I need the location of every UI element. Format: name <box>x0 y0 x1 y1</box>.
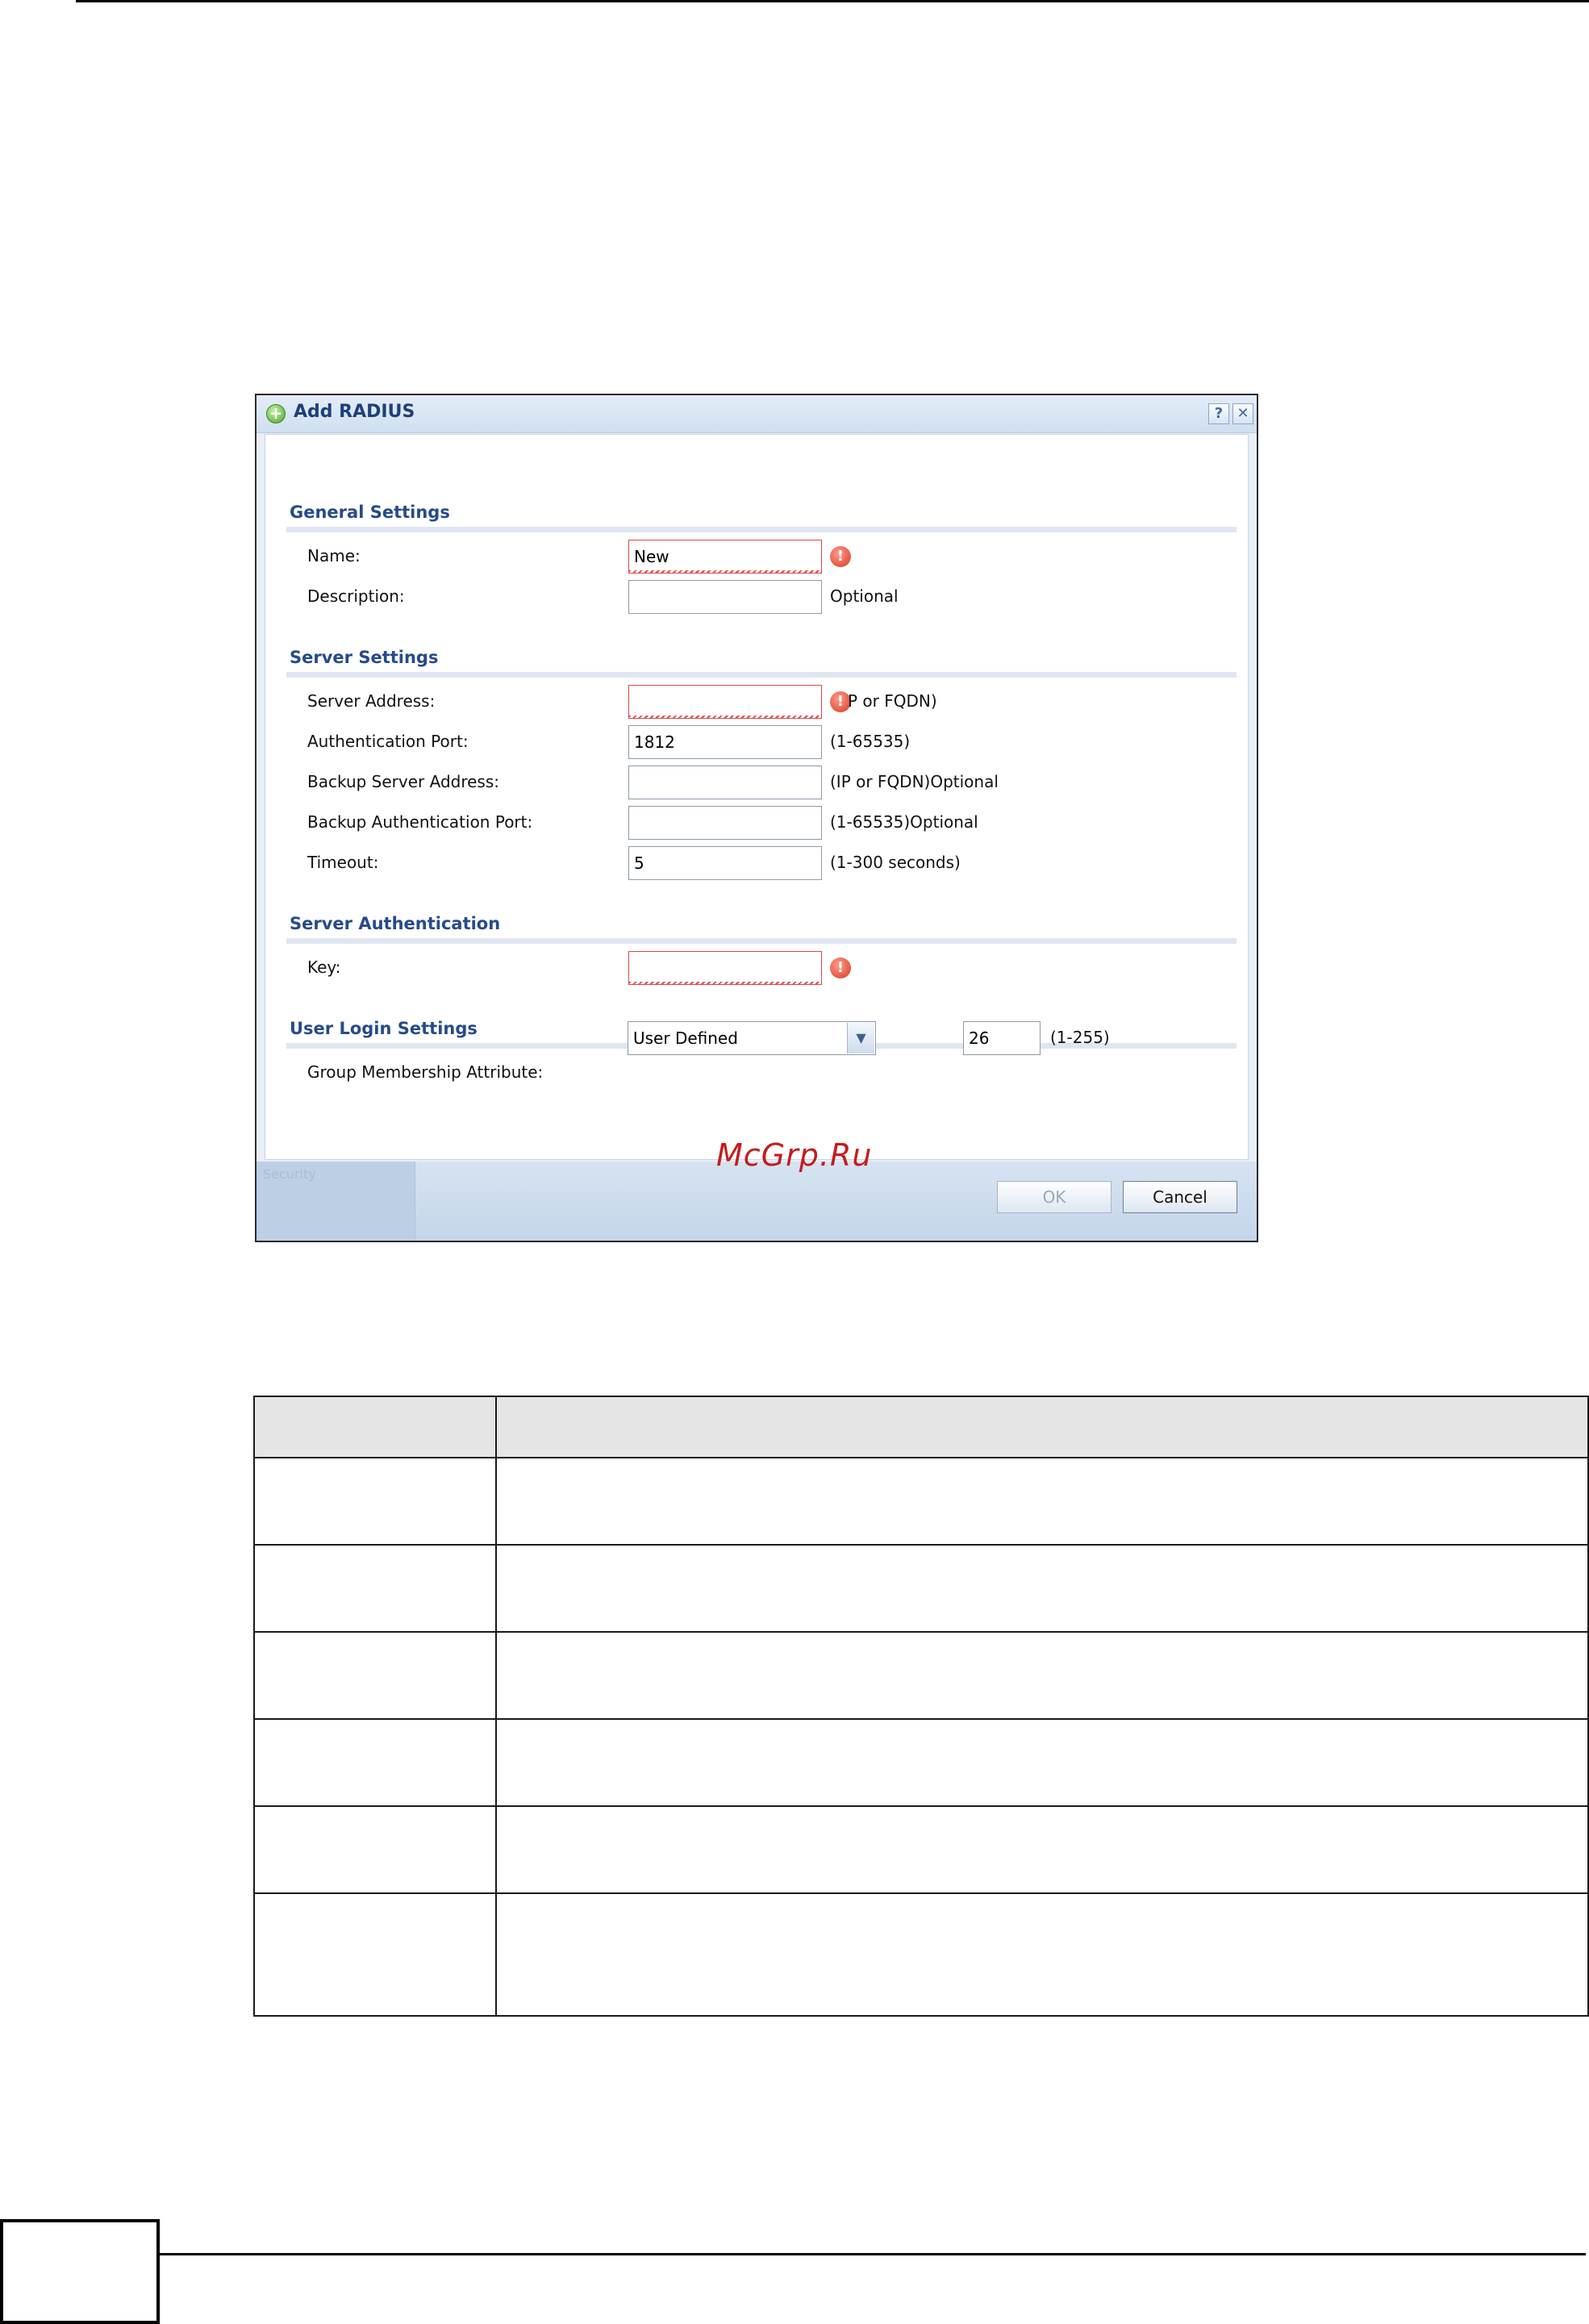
group-membership-selected: User Defined <box>633 1028 738 1048</box>
footer-left-text: Security <box>263 1166 316 1182</box>
auth-port-label: Authentication Port: <box>307 732 469 751</box>
dialog-titlebar <box>256 395 1257 433</box>
auth-port-hint: (1-65535) <box>830 732 911 751</box>
server-address-hint: P or FQDN) <box>848 691 937 711</box>
footer-rule <box>160 2253 1586 2255</box>
group-membership-label: Group Membership Attribute: <box>307 1062 544 1082</box>
group-membership-hint: (1-255) <box>1050 1028 1110 1047</box>
description-hint: Optional <box>830 586 899 606</box>
name-label: Name: <box>307 546 361 565</box>
section-server-settings: Server Settings <box>290 648 439 667</box>
footer-left-panel <box>256 1162 415 1241</box>
ok-button[interactable]: OK <box>997 1181 1111 1213</box>
table-cell <box>496 1458 1588 1545</box>
section-divider <box>286 938 1237 944</box>
description-input[interactable] <box>628 580 822 614</box>
name-input[interactable] <box>628 540 822 574</box>
section-server-authentication: Server Authentication <box>290 914 501 933</box>
error-icon: ! <box>830 958 851 978</box>
key-input[interactable] <box>628 951 822 985</box>
table-row <box>254 1806 1588 1893</box>
section-divider <box>286 527 1237 532</box>
help-button[interactable]: ? <box>1208 403 1229 424</box>
timeout-label: Timeout: <box>307 853 379 872</box>
table-cell <box>254 1806 496 1893</box>
table-cell <box>496 1719 1588 1806</box>
top-rule <box>76 0 1589 2</box>
backup-server-address-label: Backup Server Address: <box>307 772 499 791</box>
section-general-settings: General Settings <box>290 503 450 522</box>
timeout-hint: (1-300 seconds) <box>830 853 961 872</box>
table-cell <box>496 1806 1588 1893</box>
group-membership-number-input[interactable] <box>963 1021 1041 1055</box>
table-row <box>254 1632 1588 1719</box>
table-row <box>254 1545 1588 1632</box>
table-row <box>254 1458 1588 1545</box>
backup-auth-port-input[interactable] <box>628 806 822 840</box>
close-button[interactable]: ✕ <box>1232 403 1253 424</box>
backup-server-address-input[interactable] <box>628 766 822 799</box>
description-label: Description: <box>307 586 405 606</box>
table-cell <box>496 1632 1588 1719</box>
table-cell <box>254 1545 496 1632</box>
table-cell <box>254 1719 496 1806</box>
table-row <box>254 1719 1588 1806</box>
error-icon: ! <box>830 691 851 712</box>
timeout-input[interactable] <box>628 846 822 880</box>
error-icon: ! <box>830 546 851 567</box>
section-divider <box>286 672 1237 678</box>
table-cell <box>496 1545 1588 1632</box>
table-cell <box>254 1458 496 1545</box>
dialog-footer <box>256 1162 1257 1241</box>
table-header-row <box>254 1396 1588 1458</box>
backup-server-address-hint: (IP or FQDN)Optional <box>830 772 999 791</box>
table-row <box>254 1893 1588 2016</box>
table-cell <box>254 1396 496 1458</box>
table-cell <box>254 1632 496 1719</box>
add-icon: + <box>266 404 286 423</box>
chevron-down-icon[interactable]: ▼ <box>847 1023 874 1054</box>
section-user-login-settings: User Login Settings <box>290 1019 478 1038</box>
add-radius-dialog <box>255 394 1258 1242</box>
server-address-input[interactable] <box>628 685 822 719</box>
server-address-label: Server Address: <box>307 691 436 711</box>
auth-port-input[interactable] <box>628 725 822 759</box>
table-cell <box>496 1893 1588 2016</box>
backup-auth-port-label: Backup Authentication Port: <box>307 812 533 832</box>
table-cell <box>254 1893 496 2016</box>
dialog-title: Add RADIUS <box>294 402 415 422</box>
table-cell <box>496 1396 1588 1458</box>
group-membership-select[interactable] <box>628 1021 876 1055</box>
page-number-box <box>0 2219 160 2324</box>
field-description-table <box>253 1396 1589 2017</box>
watermark: McGrp.Ru <box>716 1137 873 1173</box>
backup-auth-port-hint: (1-65535)Optional <box>830 812 978 832</box>
key-label: Key: <box>307 958 341 977</box>
cancel-button[interactable]: Cancel <box>1123 1181 1237 1213</box>
